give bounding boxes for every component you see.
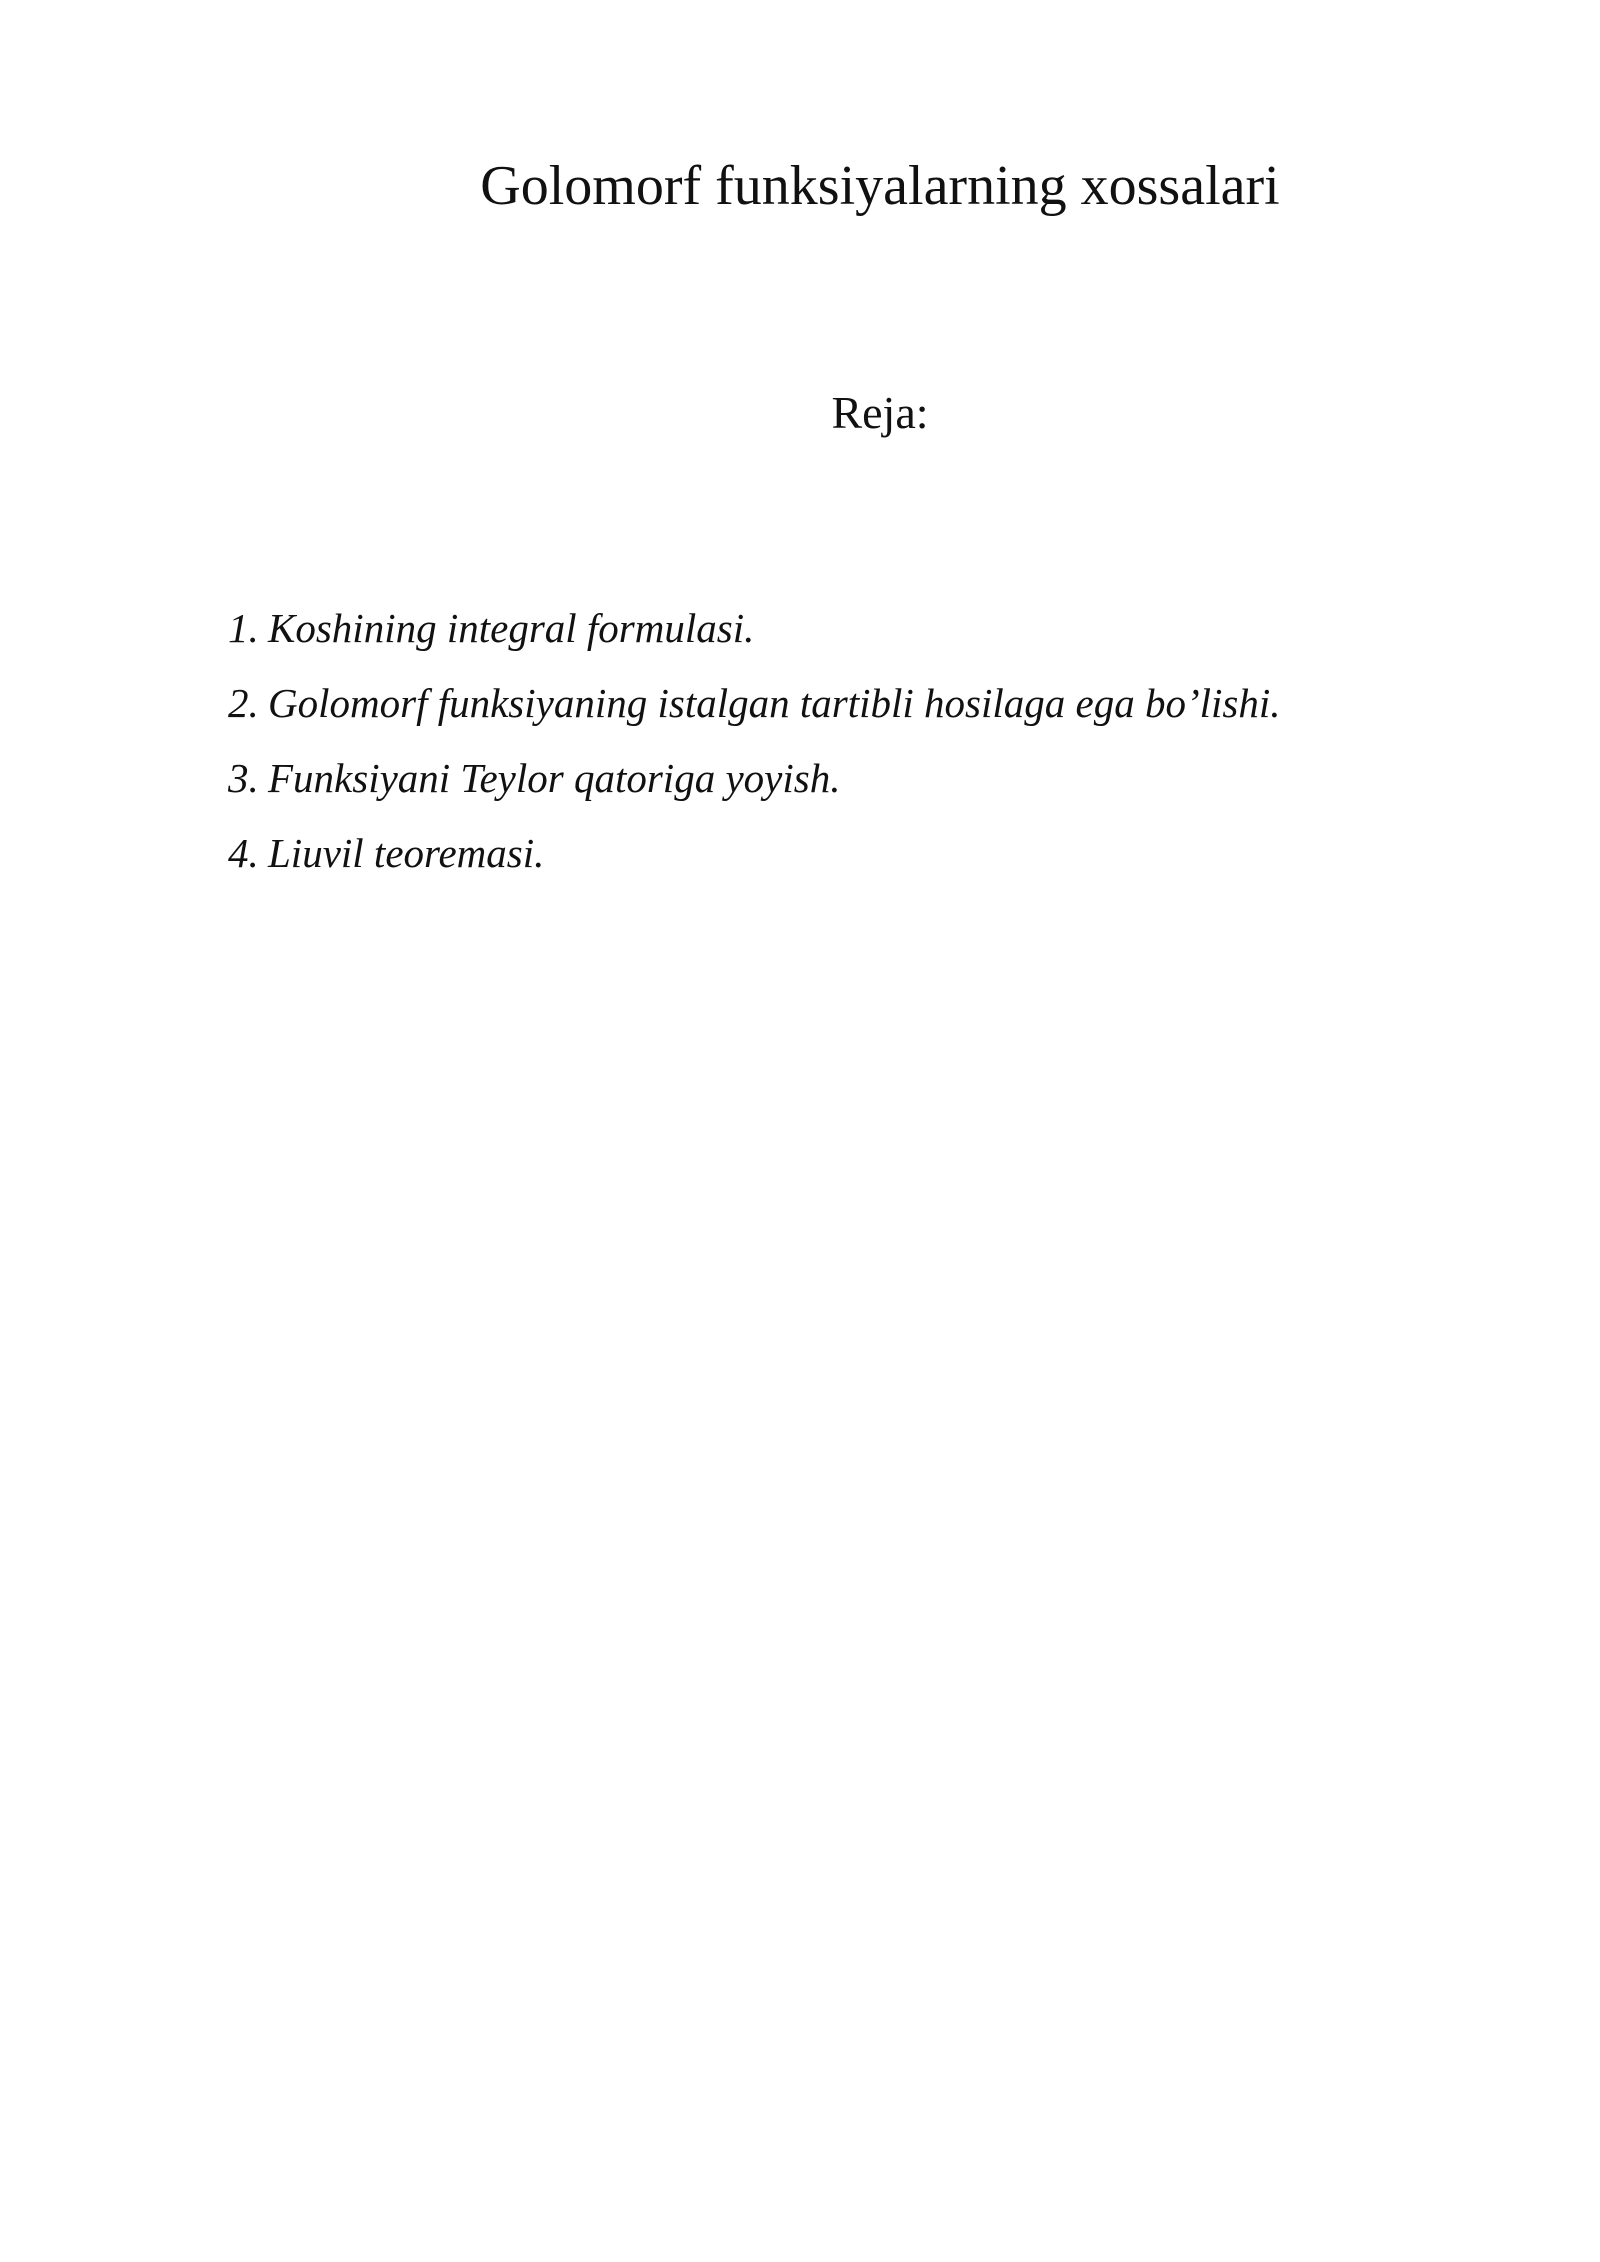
list-item-text: Golomorf funksiyaning istalgan tartibli hosilaga ega bo’lishi. xyxy=(268,680,1281,726)
list-item xyxy=(228,825,1428,900)
list-item-text: Liuvil teoremasi. xyxy=(268,830,545,876)
list-item-number: 3. xyxy=(228,755,259,801)
list-item-text: Koshining integral formulasi. xyxy=(268,605,755,651)
plan-heading: Reja: xyxy=(831,387,929,438)
list-item-number: 2. xyxy=(228,680,259,726)
list-item-text: Funksiyani Teylor qatoriga yoyish. xyxy=(268,755,841,801)
plan-list xyxy=(228,600,1428,900)
list-item-number: 1. xyxy=(228,605,259,651)
list-item-number: 4. xyxy=(228,830,259,876)
list-item xyxy=(228,750,1428,825)
list-item xyxy=(228,675,1428,750)
page-title: Golomorf funksiyalarning xossalari xyxy=(480,155,1280,217)
list-item xyxy=(228,600,1428,675)
